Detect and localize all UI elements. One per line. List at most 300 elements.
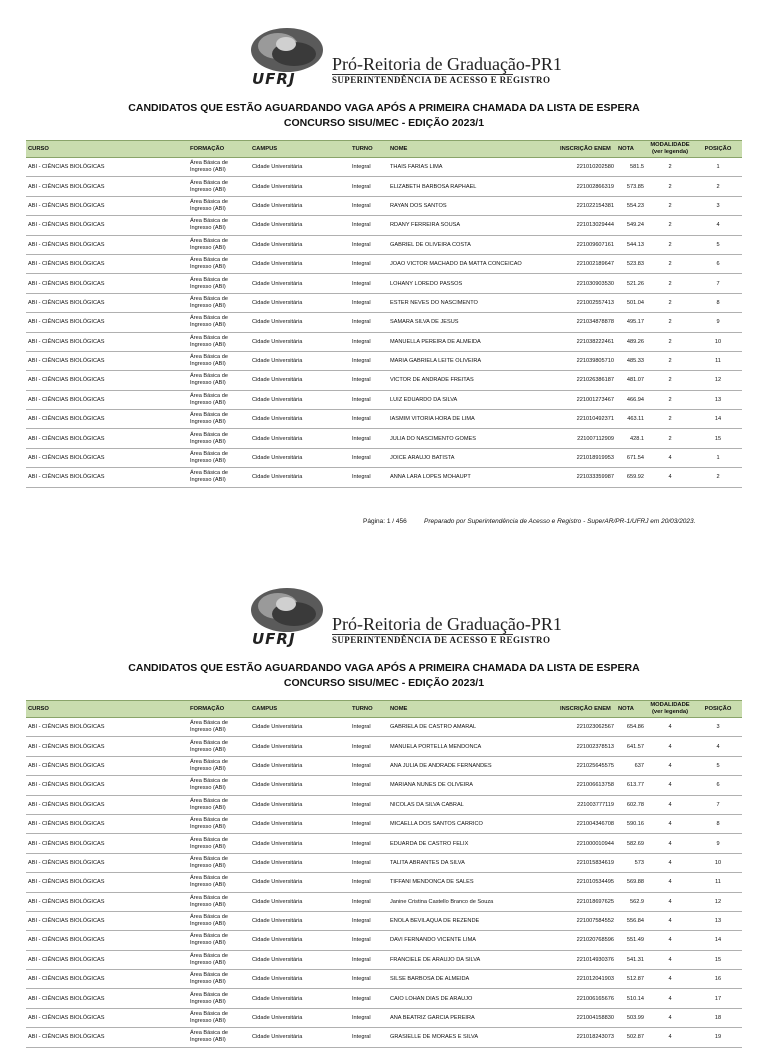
cell-curso: ABI - CIÊNCIAS BIOLÓGICAS [26,293,188,312]
cell-curso: ABI - CIÊNCIAS BIOLÓGICAS [26,1028,188,1047]
cell-nome: TIFFANI MENDONCA DE SALES [388,873,558,892]
formacao-line-1: Área Básica de [190,972,228,979]
cell-formacao [188,371,250,390]
cell-campus: Cidade Universitária [250,776,350,795]
cell-posicao: 6 [694,254,742,273]
cell-formacao [188,737,250,756]
cell-turno: Integral [350,1008,388,1027]
cell-posicao: 5 [694,756,742,775]
formacao-line-1: Área Básica de [190,836,228,843]
cell-inscricao: 221004158830 [558,1008,616,1027]
cell-nome: GABRIEL DE OLIVEIRA COSTA [388,235,558,254]
cell-campus: Cidade Universitária [250,196,350,215]
cell-formacao [188,177,250,196]
formacao-line-1: Área Básica de [190,276,228,283]
cell-curso: ABI - CIÊNCIAS BIOLÓGICAS [26,892,188,911]
cell-campus: Cidade Universitária [250,332,350,351]
cell-turno: Integral [350,351,388,370]
cell-formacao [188,410,250,429]
table-row [26,795,742,814]
formacao-line-1: Área Básica de [190,218,228,225]
cell-modalidade: 4 [646,756,694,775]
cell-turno: Integral [350,989,388,1008]
cell-formacao [188,313,250,332]
cell-posicao: 4 [694,216,742,235]
cell-campus: Cidade Universitária [250,911,350,930]
cell-nome: EDUARDA DE CASTRO FELIX [388,834,558,853]
cell-nota: 637 [616,756,646,775]
cell-formacao [188,216,250,235]
formacao-line-2: Ingresso (ABI) [190,361,226,368]
cell-nome: MANUELLA PEREIRA DE ALMEIDA [388,332,558,351]
cell-curso: ABI - CIÊNCIAS BIOLÓGICAS [26,756,188,775]
cell-nome: JULIA DO NASCIMENTO GOMES [388,429,558,448]
formacao-line-2: Ingresso (ABI) [190,1037,226,1044]
cell-modalidade: 4 [646,989,694,1008]
table-row [26,718,742,737]
cell-posicao: 19 [694,1028,742,1047]
cell-campus: Cidade Universitária [250,235,350,254]
formacao-line-2: Ingresso (ABI) [190,167,226,174]
cell-nota: 582.69 [616,834,646,853]
table-row [26,371,742,390]
cell-nome: SAMARA SILVA DE JESUS [388,313,558,332]
cell-posicao: 13 [694,911,742,930]
cell-curso: ABI - CIÊNCIAS BIOLÓGICAS [26,216,188,235]
cell-inscricao: 221018697625 [558,892,616,911]
cell-nota: 544.13 [616,235,646,254]
document-subtitle: CONCURSO SISU/MEC - EDIÇÃO 2023/1 [283,677,485,689]
formacao-line-2: Ingresso (ABI) [190,322,226,329]
formacao-line-1: Área Básica de [190,758,228,765]
formacao-line-2: Ingresso (ABI) [190,380,226,387]
cell-modalidade: 2 [646,274,694,293]
cell-modalidade: 2 [646,371,694,390]
cell-campus: Cidade Universitária [250,931,350,950]
cell-turno: Integral [350,235,388,254]
cell-modalidade: 2 [646,254,694,273]
cell-campus: Cidade Universitária [250,371,350,390]
cell-nota: 512.87 [616,970,646,989]
cell-posicao: 13 [694,390,742,409]
cell-turno: Integral [350,892,388,911]
cell-nota: 602.78 [616,795,646,814]
cell-inscricao: 221018243073 [558,1028,616,1047]
cell-nota: 502.87 [616,1028,646,1047]
formacao-line-1: Área Básica de [190,431,228,438]
cell-formacao [188,158,250,177]
table-row [26,989,742,1008]
cell-inscricao: 221014930376 [558,950,616,969]
subdepartment-name: SUPERINTENDÊNCIA DE ACESSO E REGISTRO [332,75,551,85]
cell-campus: Cidade Universitária [250,158,350,177]
col-posicao: POSIÇÃO [694,141,742,158]
formacao-line-1: Área Básica de [190,179,228,186]
cell-turno: Integral [350,313,388,332]
col-turno: TURNO [350,141,388,158]
cell-nome: ENOLA BEVILAQUA DE REZENDE [388,911,558,930]
cell-curso: ABI - CIÊNCIAS BIOLÓGICAS [26,351,188,370]
cell-posicao: 5 [694,235,742,254]
cell-turno: Integral [350,390,388,409]
cell-curso: ABI - CIÊNCIAS BIOLÓGICAS [26,313,188,332]
ufrj-header-logo [248,586,562,648]
cell-curso: ABI - CIÊNCIAS BIOLÓGICAS [26,970,188,989]
col-curso: CURSO [26,701,188,718]
col-modalidade: MODALIDADE (ver legenda) [646,141,694,158]
formacao-line-2: Ingresso (ABI) [190,341,226,348]
cell-modalidade: 2 [646,216,694,235]
cell-posicao: 3 [694,196,742,215]
prepared-by-note: Preparado por Superintendência de Acesso e Registro - SuperAR/PR-1/UFRJ em 20/03/2023. [424,518,696,525]
cell-campus: Cidade Universitária [250,313,350,332]
cell-inscricao: 221013029444 [558,216,616,235]
cell-curso: ABI - CIÊNCIAS BIOLÓGICAS [26,718,188,737]
cell-modalidade: 4 [646,776,694,795]
cell-posicao: 10 [694,853,742,872]
formacao-line-1: Área Básica de [190,295,228,302]
cell-nota: 510.14 [616,989,646,1008]
cell-nota: 581.5 [616,158,646,177]
cell-campus: Cidade Universitária [250,448,350,467]
cell-curso: ABI - CIÊNCIAS BIOLÓGICAS [26,410,188,429]
cell-turno: Integral [350,756,388,775]
cell-nome: MANUELA PORTELLA MENDONCA [388,737,558,756]
cell-formacao [188,468,250,487]
cell-nome: RDANY FERREIRA SOUSA [388,216,558,235]
cell-formacao [188,1028,250,1047]
cell-posicao: 2 [694,468,742,487]
cell-turno: Integral [350,911,388,930]
cell-turno: Integral [350,293,388,312]
cell-posicao: 7 [694,795,742,814]
table-row [26,853,742,872]
cell-inscricao: 221034878878 [558,313,616,332]
formacao-line-1: Área Básica de [190,933,228,940]
cell-campus: Cidade Universitária [250,756,350,775]
cell-turno: Integral [350,448,388,467]
cell-curso: ABI - CIÊNCIAS BIOLÓGICAS [26,950,188,969]
cell-inscricao: 221004346708 [558,814,616,833]
cell-nome: DAVI FERNANDO VICENTE LIMA [388,931,558,950]
cell-posicao: 14 [694,410,742,429]
table-row [26,873,742,892]
candidates-table [26,700,742,1048]
cell-formacao [188,989,250,1008]
table-row [26,274,742,293]
cell-curso: ABI - CIÊNCIAS BIOLÓGICAS [26,911,188,930]
cell-formacao [188,776,250,795]
formacao-line-1: Área Básica de [190,392,228,399]
cell-campus: Cidade Universitária [250,892,350,911]
cell-turno: Integral [350,371,388,390]
cell-inscricao: 221002557413 [558,293,616,312]
cell-nota: 562.9 [616,892,646,911]
cell-campus: Cidade Universitária [250,737,350,756]
table-row [26,448,742,467]
formacao-line-1: Área Básica de [190,1011,228,1018]
cell-formacao [188,274,250,293]
table-row [26,158,742,177]
cell-modalidade: 2 [646,332,694,351]
col-posicao: POSIÇÃO [694,701,742,718]
cell-nome: TALITA ABRANTES DA SILVA [388,853,558,872]
col-turno: TURNO [350,701,388,718]
formacao-line-2: Ingresso (ABI) [190,302,226,309]
cell-modalidade: 2 [646,235,694,254]
cell-nome: ANA JULIA DE ANDRADE FERNANDES [388,756,558,775]
cell-nome: ELIZABETH BARBOSA RAPHAEL [388,177,558,196]
cell-posicao: 9 [694,834,742,853]
cell-formacao [188,911,250,930]
cell-inscricao: 221007112909 [558,429,616,448]
cell-turno: Integral [350,468,388,487]
cell-nota: 556.84 [616,911,646,930]
cell-nota: 554.23 [616,196,646,215]
cell-nome: CAIO LOHAN DIAS DE ARAUJO [388,989,558,1008]
table-row [26,390,742,409]
cell-nota: 551.49 [616,931,646,950]
cell-formacao [188,429,250,448]
table-row [26,196,742,215]
cell-modalidade: 2 [646,196,694,215]
cell-curso: ABI - CIÊNCIAS BIOLÓGICAS [26,989,188,1008]
formacao-line-2: Ingresso (ABI) [190,940,226,947]
cell-modalidade: 4 [646,814,694,833]
cell-campus: Cidade Universitária [250,274,350,293]
cell-inscricao: 221001273467 [558,390,616,409]
cell-inscricao: 221023062567 [558,718,616,737]
cell-turno: Integral [350,429,388,448]
table-row [26,429,742,448]
cell-nota: 573 [616,853,646,872]
table-row [26,177,742,196]
cell-modalidade: 2 [646,390,694,409]
cell-modalidade: 4 [646,970,694,989]
cell-nome: Janine Cristina Castello Branco de Souza [388,892,558,911]
cell-modalidade: 4 [646,834,694,853]
table-row [26,970,742,989]
formacao-line-1: Área Básica de [190,875,228,882]
cell-modalidade: 4 [646,950,694,969]
table-row [26,313,742,332]
cell-formacao [188,351,250,370]
formacao-line-1: Área Básica de [190,797,228,804]
cell-inscricao: 221018919953 [558,448,616,467]
formacao-line-2: Ingresso (ABI) [190,765,226,772]
cell-posicao: 11 [694,351,742,370]
cell-inscricao: 221030903530 [558,274,616,293]
cell-formacao [188,756,250,775]
table-row [26,332,742,351]
cell-posicao: 15 [694,429,742,448]
cell-turno: Integral [350,970,388,989]
cell-formacao [188,254,250,273]
cell-inscricao: 221006165676 [558,989,616,1008]
cell-nome: NICOLAS DA SILVA CABRAL [388,795,558,814]
table-row [26,756,742,775]
cell-turno: Integral [350,196,388,215]
cell-posicao: 4 [694,737,742,756]
table-row [26,468,742,487]
cell-posicao: 6 [694,776,742,795]
cell-curso: ABI - CIÊNCIAS BIOLÓGICAS [26,737,188,756]
formacao-line-2: Ingresso (ABI) [190,1018,226,1025]
cell-formacao [188,448,250,467]
formacao-line-1: Área Básica de [190,894,228,901]
cell-turno: Integral [350,410,388,429]
cell-posicao: 2 [694,177,742,196]
formacao-line-2: Ingresso (ABI) [190,186,226,193]
formacao-line-1: Área Básica de [190,354,228,361]
cell-turno: Integral [350,718,388,737]
formacao-line-1: Área Básica de [190,315,228,322]
cell-nota: 573.85 [616,177,646,196]
subdepartment-name: SUPERINTENDÊNCIA DE ACESSO E REGISTRO [332,635,551,645]
col-inscricao: INSCRIÇÃO ENEM [558,141,616,158]
cell-posicao: 15 [694,950,742,969]
document-title: CANDIDATOS QUE ESTÃO AGUARDANDO VAGA APÓS A PRIMEIRA CHAMADA DA LISTA DE ESPERA [128,662,640,674]
col-inscricao: INSCRIÇÃO ENEM [558,701,616,718]
table-row [26,776,742,795]
cell-modalidade: 2 [646,429,694,448]
cell-campus: Cidade Universitária [250,177,350,196]
cell-curso: ABI - CIÊNCIAS BIOLÓGICAS [26,468,188,487]
col-campus: CAMPUS [250,701,350,718]
cell-posicao: 1 [694,448,742,467]
formacao-line-1: Área Básica de [190,1030,228,1037]
cell-campus: Cidade Universitária [250,795,350,814]
formacao-line-2: Ingresso (ABI) [190,458,226,465]
cell-modalidade: 2 [646,158,694,177]
table-row [26,950,742,969]
formacao-line-1: Área Básica de [190,817,228,824]
cell-campus: Cidade Universitária [250,429,350,448]
cell-turno: Integral [350,795,388,814]
cell-inscricao: 221002866319 [558,177,616,196]
cell-inscricao: 221022154381 [558,196,616,215]
cell-posicao: 11 [694,873,742,892]
cell-inscricao: 221009607161 [558,235,616,254]
cell-modalidade: 2 [646,293,694,312]
cell-curso: ABI - CIÊNCIAS BIOLÓGICAS [26,873,188,892]
cell-nota: 489.26 [616,332,646,351]
col-formacao: FORMAÇÃO [188,701,250,718]
cell-modalidade: 4 [646,911,694,930]
cell-formacao [188,834,250,853]
formacao-line-2: Ingresso (ABI) [190,399,226,406]
formacao-line-2: Ingresso (ABI) [190,244,226,251]
cell-inscricao: 221020768596 [558,931,616,950]
cell-nota: 503.99 [616,1008,646,1027]
cell-modalidade: 2 [646,177,694,196]
cell-curso: ABI - CIÊNCIAS BIOLÓGICAS [26,254,188,273]
cell-nome: LUIZ EDUARDO DA SILVA [388,390,558,409]
formacao-line-2: Ingresso (ABI) [190,998,226,1005]
cell-campus: Cidade Universitária [250,254,350,273]
cell-modalidade: 4 [646,892,694,911]
cell-modalidade: 4 [646,1028,694,1047]
cell-nome: SILSE BARBOSA DE ALMEIDA [388,970,558,989]
cell-inscricao: 221038222461 [558,332,616,351]
cell-nome: JOICE ARAUJO BATISTA [388,448,558,467]
cell-campus: Cidade Universitária [250,989,350,1008]
formacao-line-1: Área Básica de [190,451,228,458]
formacao-line-1: Área Básica de [190,373,228,380]
cell-inscricao: 221015834619 [558,853,616,872]
cell-inscricao: 221010202580 [558,158,616,177]
cell-formacao [188,718,250,737]
col-nota: NOTA [616,701,646,718]
cell-nota: 466.94 [616,390,646,409]
cell-posicao: 10 [694,332,742,351]
table-row [26,1008,742,1027]
formacao-line-2: Ingresso (ABI) [190,959,226,966]
formacao-line-2: Ingresso (ABI) [190,921,226,928]
cell-formacao [188,235,250,254]
table-row [26,814,742,833]
formacao-line-1: Área Básica de [190,412,228,419]
cell-nome: THAIS FARIAS LIMA [388,158,558,177]
cell-modalidade: 4 [646,853,694,872]
document-subtitle: CONCURSO SISU/MEC - EDIÇÃO 2023/1 [283,117,485,129]
cell-nota: 501.04 [616,293,646,312]
cell-nome: ESTER NEVES DO NASCIMENTO [388,293,558,312]
cell-campus: Cidade Universitária [250,390,350,409]
formacao-line-2: Ingresso (ABI) [190,438,226,445]
cell-formacao [188,950,250,969]
cell-inscricao: 221025645575 [558,756,616,775]
ufrj-header-logo [248,26,562,88]
table-header-row [26,701,742,718]
cell-nota: 549.24 [616,216,646,235]
cell-inscricao: 221002189647 [558,254,616,273]
formacao-line-1: Área Básica de [190,334,228,341]
cell-nome: RAYAN DOS SANTOS [388,196,558,215]
cell-turno: Integral [350,254,388,273]
col-modalidade: MODALIDADE (ver legenda) [646,701,694,718]
table-row [26,410,742,429]
table-row [26,737,742,756]
department-name: Pró-Reitoria de Graduação-PR1 [332,614,562,634]
cell-modalidade: 2 [646,410,694,429]
formacao-line-1: Área Básica de [190,198,228,205]
formacao-line-2: Ingresso (ABI) [190,477,226,484]
col-nome: NOME [388,701,558,718]
cell-inscricao: 221010534495 [558,873,616,892]
cell-nome: GABRIELA DE CASTRO AMARAL [388,718,558,737]
document-title: CANDIDATOS QUE ESTÃO AGUARDANDO VAGA APÓS A PRIMEIRA CHAMADA DA LISTA DE ESPERA [128,102,640,114]
cell-formacao [188,293,250,312]
cell-campus: Cidade Universitária [250,970,350,989]
cell-nome: GRASIELLE DE MORAES E SILVA [388,1028,558,1047]
cell-curso: ABI - CIÊNCIAS BIOLÓGICAS [26,1008,188,1027]
cell-curso: ABI - CIÊNCIAS BIOLÓGICAS [26,177,188,196]
cell-nome: ANA BEATRIZ GARCIA PEREIRA [388,1008,558,1027]
formacao-line-2: Ingresso (ABI) [190,882,226,889]
cell-turno: Integral [350,853,388,872]
cell-inscricao: 221039805710 [558,351,616,370]
cell-curso: ABI - CIÊNCIAS BIOLÓGICAS [26,196,188,215]
cell-turno: Integral [350,873,388,892]
cell-curso: ABI - CIÊNCIAS BIOLÓGICAS [26,814,188,833]
cell-turno: Integral [350,950,388,969]
cell-turno: Integral [350,931,388,950]
formacao-line-2: Ingresso (ABI) [190,419,226,426]
cell-modalidade: 4 [646,448,694,467]
cell-turno: Integral [350,332,388,351]
cell-turno: Integral [350,158,388,177]
